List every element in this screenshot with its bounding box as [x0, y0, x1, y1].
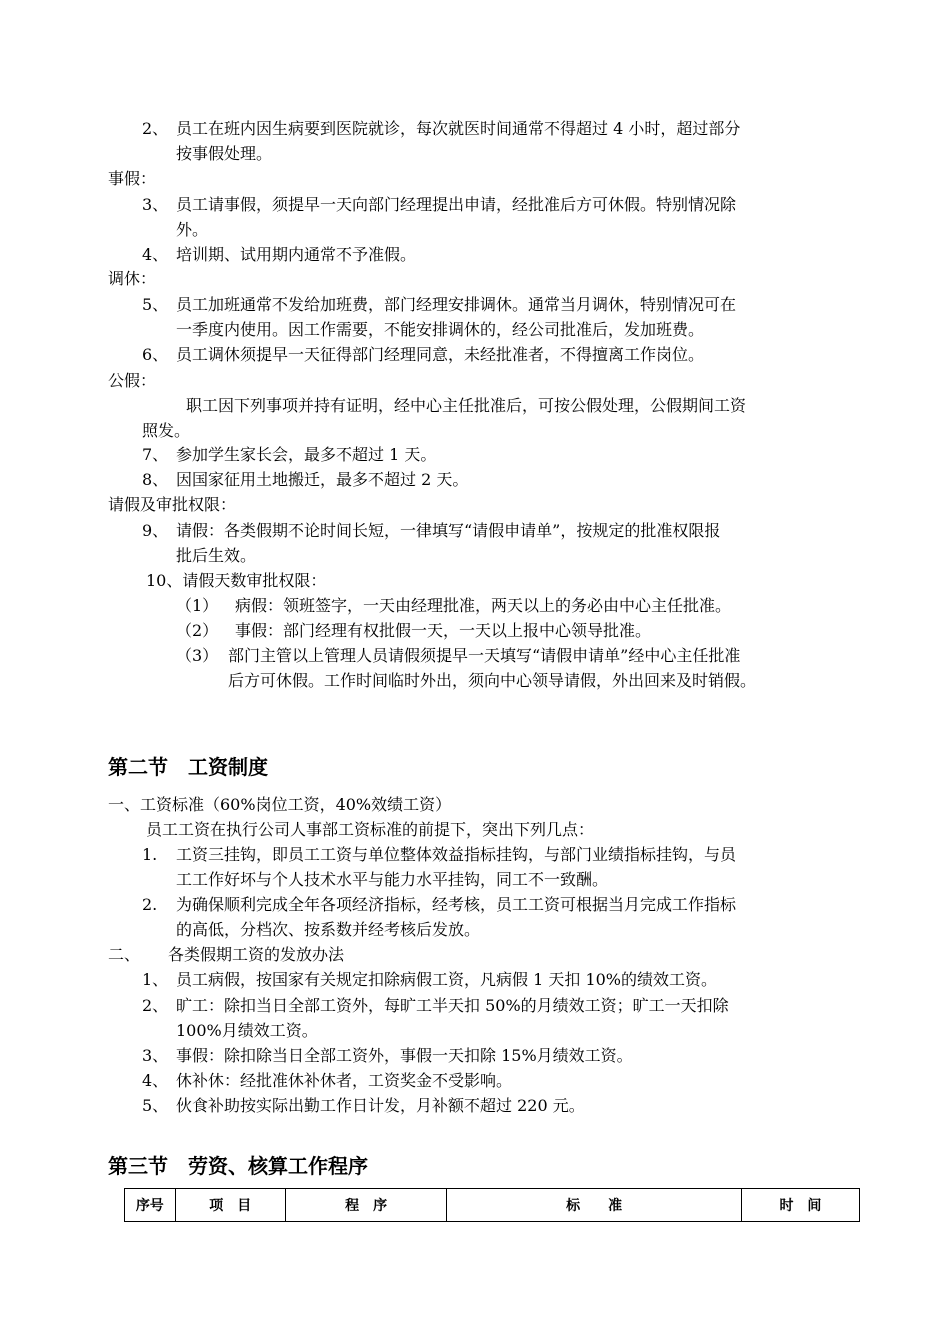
item-number: 1. [142, 845, 158, 864]
paragraph-line: 伙食补助按实际出勤工作日计发，月补额不超过 220 元。 [176, 1096, 585, 1115]
item-number: 5、 [142, 295, 169, 314]
paragraph-line: 部门主管以上管理人员请假须提早一天填写“请假申请单”经中心主任批准 [228, 646, 741, 665]
paragraph-line: 病假：领班签字，一天由经理批准，两天以上的务必由中心主任批准。 [235, 596, 732, 615]
paragraph-line: 参加学生家长会，最多不超过 1 天。 [176, 445, 437, 464]
paragraph-line: 100%月绩效工资。 [176, 1021, 318, 1040]
paragraph-line: 职工因下列事项并持有证明，经中心主任批准后，可按公假处理，公假期间工资 [186, 396, 747, 415]
paragraph-line: 外。 [176, 220, 209, 239]
item-number: 6、 [142, 345, 169, 364]
item-number: 3、 [142, 195, 169, 214]
subheading-approval: 请假及审批权限： [108, 495, 237, 514]
item-number: 二、 [108, 945, 141, 964]
paragraph-line: 休补休：经批准休补休者，工资奖金不受影响。 [176, 1071, 513, 1090]
item-number: 2、 [142, 996, 169, 1015]
sub-item-number: （2） [176, 621, 219, 640]
subheading-personal-leave: 事假： [108, 169, 157, 188]
table-header-row [125, 1189, 860, 1222]
item-number: 5、 [142, 1096, 169, 1115]
subheading-public-leave: 公假： [108, 371, 157, 390]
item-number: 3、 [142, 1046, 169, 1065]
paragraph-line: 员工病假，按国家有关规定扣除病假工资，凡病假 1 天扣 10%的绩效工资。 [176, 970, 718, 989]
paragraph-line: 请假：各类假期不论时间长短，一律填写“请假申请单”，按规定的批准权限报 [176, 521, 721, 540]
subheading: 一、工资标准（60%岗位工资，40%效绩工资） [108, 795, 452, 814]
item-number: 9、 [142, 521, 169, 540]
sub-item-number: （3） [176, 646, 219, 665]
paragraph-line: 员工加班通常不发给加班费，部门经理安排调休。通常当月调休，特别情况可在 [176, 295, 737, 314]
paragraph-line: 后方可休假。工作时间临时外出，须向中心领导请假，外出回来及时销假。 [228, 671, 757, 690]
paragraph-line: 员工工资在执行公司人事部工资标准的前提下，突出下列几点： [146, 820, 595, 839]
item-number: 2. [142, 895, 158, 914]
sub-item-number: （1） [176, 596, 219, 615]
paragraph-line: 工资三挂钩，即员工工资与单位整体效益指标挂钩，与部门业绩指标挂钩，与员 [176, 845, 737, 864]
paragraph-line: 培训期、试用期内通常不予准假。 [176, 245, 417, 264]
table-header-cell: 项 目 [175, 1189, 285, 1222]
paragraph-line: 事假：除扣除当日全部工资外，事假一天扣除 15%月绩效工资。 [176, 1046, 633, 1065]
paragraph-line: 为确保顺利完成全年各项经济指标，经考核，员工工资可根据当月完成工作指标 [176, 895, 737, 914]
item-number: 1、 [142, 970, 169, 989]
paragraph-line: 工工作好坏与个人技术水平与能力水平挂钩，同工不一致酬。 [176, 870, 609, 889]
item-number: 7、 [142, 445, 169, 464]
paragraph-line: 照发。 [142, 421, 191, 440]
subheading: 各类假期工资的发放办法 [168, 945, 345, 964]
paragraph-line: 因国家征用土地搬迁，最多不超过 2 天。 [176, 470, 469, 489]
item-number: 4、 [142, 245, 169, 264]
section-title: 第三节 劳资、核算工作程序 [108, 1154, 368, 1178]
table-header-cell: 时 间 [741, 1189, 859, 1222]
paragraph-line: 旷工：除扣当日全部工资外，每旷工半天扣 50%的月绩效工资；旷工一天扣除 [176, 996, 729, 1015]
table-header-cell: 程 序 [285, 1189, 447, 1222]
paragraph-line: 的高低，分档次、按系数并经考核后发放。 [176, 920, 481, 939]
procedure-table [124, 1188, 860, 1222]
paragraph-line: 员工调休须提早一天征得部门经理同意，未经批准者，不得擅离工作岗位。 [176, 345, 705, 364]
table-header-cell: 标 准 [447, 1189, 741, 1222]
paragraph-line: 事假：部门经理有权批假一天，一天以上报中心领导批准。 [235, 621, 652, 640]
paragraph-line: 一季度内使用。因工作需要，不能安排调休的，经公司批准后，发加班费。 [176, 320, 705, 339]
item-number: 4、 [142, 1071, 169, 1090]
item-number: 2、 [142, 119, 169, 138]
paragraph-line: 员工请事假，须提早一天向部门经理提出申请，经批准后方可休假。特别情况除 [176, 195, 737, 214]
paragraph-line: 员工在班内因生病要到医院就诊，每次就医时间通常不得超过 4 小时，超过部分 [176, 119, 741, 138]
paragraph-line: 按事假处理。 [176, 144, 273, 163]
item-number: 8、 [142, 470, 169, 489]
table-header-cell: 序号 [125, 1189, 176, 1222]
paragraph-line: 批后生效。 [176, 546, 257, 565]
subheading-compensatory: 调休： [108, 269, 157, 288]
section-title: 第二节 工资制度 [108, 755, 268, 779]
paragraph-line: 10、请假天数审批权限： [146, 571, 327, 590]
